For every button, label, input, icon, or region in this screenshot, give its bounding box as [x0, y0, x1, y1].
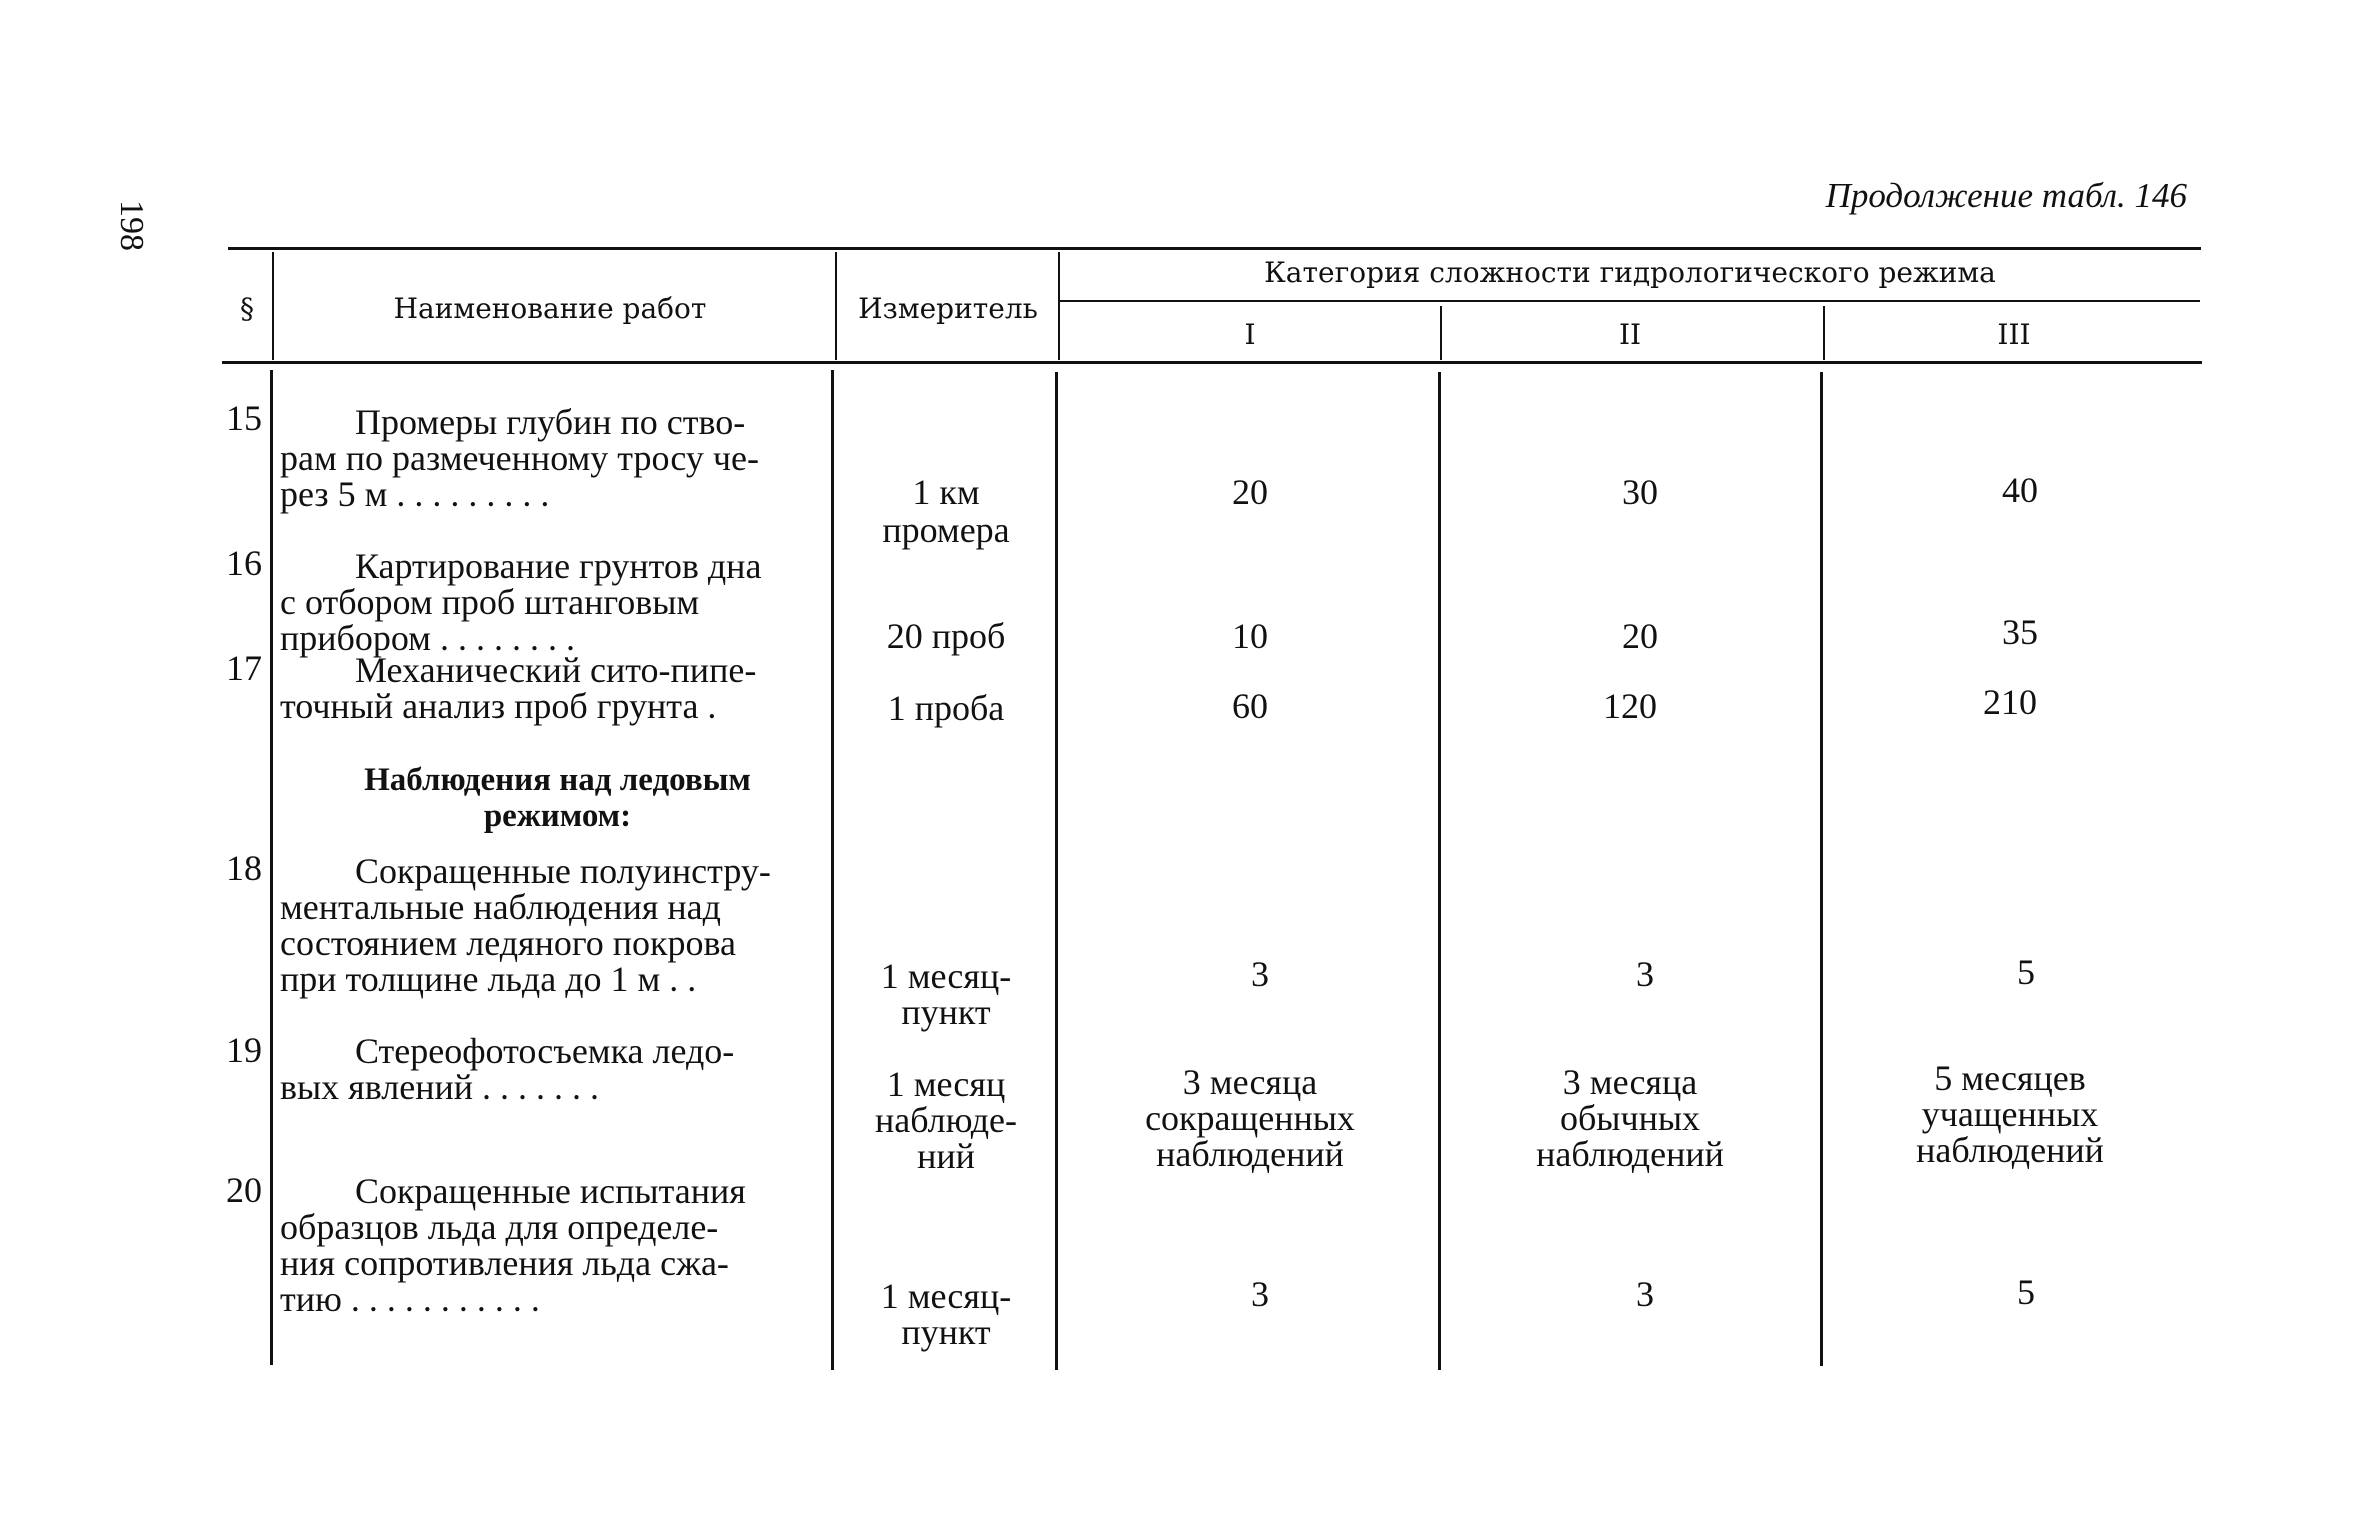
row-unit: промера [882, 510, 1010, 550]
row-unit: ний [917, 1136, 975, 1176]
header-unit: Измеритель [858, 292, 1038, 325]
body-vline-5 [1820, 372, 1823, 1366]
row-number: 20 [226, 1170, 262, 1210]
row-description-line: Стереофотосъемка ледо- [355, 1031, 735, 1071]
header-vline-3 [1058, 252, 1060, 360]
row-number: 18 [226, 848, 262, 888]
row-cat3-value: 35 [2002, 612, 2038, 652]
row-cat3-value: 40 [2002, 470, 2038, 510]
row-cat2-value: 3 [1636, 1274, 1654, 1314]
table-top-rule [228, 247, 2201, 250]
row-cat1-value: 10 [1232, 616, 1268, 656]
table-caption: Продолжение табл. 146 [1825, 176, 2187, 215]
row-description-line: ния сопротивления льда сжа- [280, 1243, 729, 1283]
row-unit: 20 проб [886, 616, 1006, 656]
row-cat3-value: 210 [1983, 682, 2037, 722]
header-vline-5 [1823, 306, 1825, 360]
row-cat2-value: 20 [1622, 616, 1658, 656]
row-cat2-value: наблюдений [1536, 1134, 1724, 1174]
section-heading: Наблюдения над ледовым [364, 762, 751, 798]
header-cat3: III [1997, 318, 2031, 351]
row-description-line: ментальные наблюдения над [280, 887, 721, 927]
row-cat3-value: 5 [2017, 952, 2035, 992]
body-vline-1 [270, 370, 273, 1365]
header-vline-2 [835, 252, 837, 360]
row-unit: 1 месяц- [880, 1276, 1012, 1316]
row-unit: наблюде- [875, 1100, 1017, 1140]
row-number: 19 [226, 1030, 262, 1070]
header-bottom-rule [222, 361, 2202, 364]
row-description-line: Картирование грунтов дна [355, 546, 762, 586]
row-number: 17 [226, 648, 262, 688]
category-divider-rule [1060, 300, 2200, 302]
row-cat2-value: 3 месяца [1562, 1062, 1698, 1102]
row-description-line: Промеры глубин по ство- [355, 402, 746, 442]
row-unit: 1 месяц- [880, 956, 1012, 996]
row-cat3-value: наблюдений [1916, 1130, 2104, 1170]
row-description-line: Сокращенные испытания [355, 1171, 746, 1211]
body-vline-4 [1438, 372, 1441, 1370]
row-description-line: Сокращенные полуинстру- [355, 851, 771, 891]
row-description-line: образцов льда для определе- [280, 1207, 719, 1247]
row-unit: 1 проба [887, 688, 1005, 728]
row-description-line: состоянием ледяного покрова [280, 923, 737, 963]
row-cat3-value: учащенных [1921, 1094, 2099, 1134]
row-number: 16 [226, 543, 262, 583]
row-description-line: прибором . . . . . . . . [280, 618, 575, 658]
row-cat1-value: сокращенных [1145, 1098, 1355, 1138]
row-unit: пункт [901, 992, 991, 1032]
header-name: Наименование работ [393, 292, 707, 325]
row-cat1-value: 60 [1232, 686, 1268, 726]
row-description-line: рез 5 м . . . . . . . . . [280, 474, 550, 514]
row-description-line: Механический сито-пипе- [355, 650, 757, 690]
row-unit: пункт [901, 1312, 991, 1352]
row-cat2-value: обычных [1559, 1098, 1701, 1138]
header-vline-4 [1440, 306, 1442, 360]
row-cat2-value: 30 [1622, 472, 1658, 512]
header-cat2: II [1618, 318, 1642, 351]
row-cat1-value: 3 [1251, 1274, 1269, 1314]
row-cat1-value: 3 месяца [1182, 1062, 1318, 1102]
row-cat2-value: 3 [1636, 954, 1654, 994]
header-cat1: I [1244, 318, 1256, 351]
row-description-line: с отбором проб штанговым [280, 582, 700, 622]
row-cat2-value: 120 [1603, 686, 1657, 726]
row-cat1-value: 20 [1232, 472, 1268, 512]
header-section: § [240, 292, 254, 325]
row-unit: 1 месяц [886, 1064, 1006, 1104]
row-cat1-value: наблюдений [1156, 1134, 1344, 1174]
page-number: 198 [113, 200, 150, 251]
row-description-line: вых явлений . . . . . . . [280, 1067, 600, 1107]
row-unit: 1 км [912, 472, 980, 512]
row-cat3-value: 5 месяцев [1934, 1058, 2086, 1098]
header-category: Категория сложности гидрологического режима [1264, 256, 1996, 289]
row-description-line: при толщине льда до 1 м . . [280, 959, 697, 999]
row-description-line: рам по размеченному тросу че- [280, 438, 759, 478]
row-number: 15 [226, 398, 262, 438]
header-vline-1 [272, 252, 274, 360]
row-description-line: точный анализ проб грунта . [280, 686, 717, 726]
row-cat3-value: 5 [2017, 1272, 2035, 1312]
row-cat1-value: 3 [1251, 954, 1269, 994]
section-heading: режимом: [483, 798, 632, 834]
row-description-line: тию . . . . . . . . . . . [280, 1279, 540, 1319]
